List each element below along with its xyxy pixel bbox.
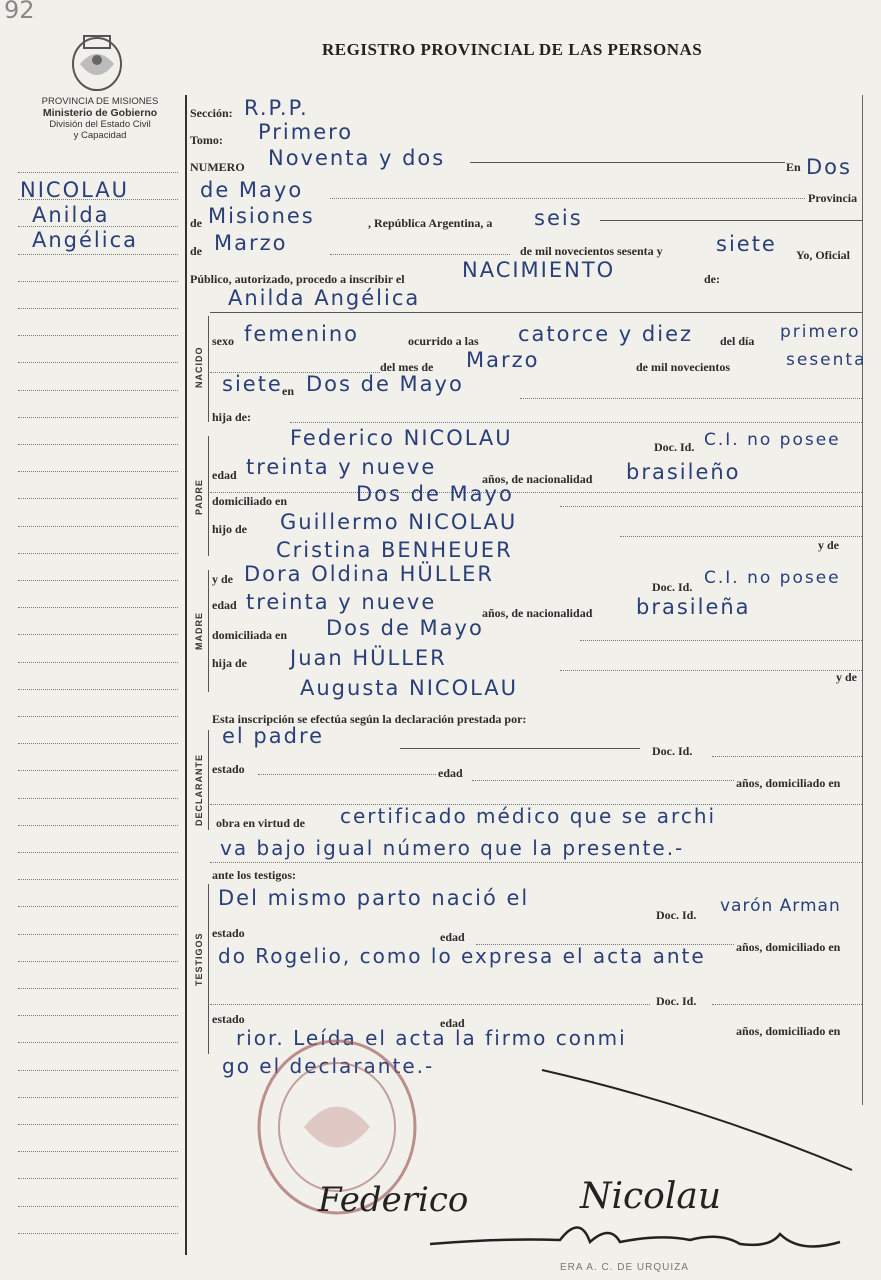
padre-nac-label: años, de nacionalidad bbox=[482, 472, 593, 486]
padre-nac-value: brasileño bbox=[626, 460, 741, 484]
publico-label: Público, autorizado, procedo a inscribir el bbox=[190, 272, 405, 286]
padre-side-label: PADRE bbox=[194, 479, 204, 515]
coat-of-arms-icon bbox=[68, 28, 126, 94]
madre-yde2-label: y de bbox=[836, 670, 857, 684]
testigos-side-label: TESTIGOS bbox=[194, 932, 204, 986]
mes-label: del mes de bbox=[380, 360, 434, 374]
padre-dom-label: domiciliado en bbox=[212, 494, 288, 508]
division-label: División del Estado Civil bbox=[49, 119, 151, 130]
declarante-intro: Esta inscripción se efectúa según la declaración prestada por: bbox=[212, 712, 527, 726]
padre-yde-label: y de bbox=[818, 538, 839, 552]
margin-rule bbox=[18, 607, 178, 608]
margin-rule bbox=[18, 1178, 178, 1179]
madre-dom-value: Dos de Mayo bbox=[326, 616, 484, 640]
margin-rule bbox=[18, 798, 178, 799]
margin-rule bbox=[18, 1097, 178, 1098]
madre-dom-label: domiciliada en bbox=[212, 628, 288, 642]
acto-value: NACIMIENTO bbox=[462, 258, 616, 282]
margin-rule bbox=[18, 362, 178, 363]
margin-rule bbox=[18, 1042, 178, 1043]
year-text-label: de mil novecientos sesenta y bbox=[520, 244, 663, 258]
declarante-who: el padre bbox=[222, 724, 325, 748]
margin-rule bbox=[18, 988, 178, 989]
sexo-label: sexo bbox=[212, 334, 234, 348]
signature-federico: Federico bbox=[318, 1180, 469, 1220]
margin-rule bbox=[18, 770, 178, 771]
margin-name-surname: NICOLAU bbox=[20, 178, 130, 202]
testigo-line3: rior. Leída el acta la firmo conmi bbox=[236, 1026, 627, 1050]
madre-doc-label: Doc. Id. bbox=[652, 580, 693, 594]
testigo-anios-label: años, domiciliado en bbox=[736, 940, 841, 954]
margin-rule bbox=[18, 335, 178, 336]
madre-yde-label: y de bbox=[212, 572, 233, 586]
column-divider bbox=[185, 95, 187, 1255]
margin-rule bbox=[18, 743, 178, 744]
dia-label: del día bbox=[720, 334, 755, 348]
testigo-doc-label: Doc. Id. bbox=[656, 908, 697, 922]
madre-doc-value: C.I. no posee bbox=[704, 568, 841, 588]
margin-rule bbox=[18, 199, 178, 200]
seccion-label: Sección: bbox=[190, 106, 233, 120]
ministry-label: Ministerio de Gobierno bbox=[42, 107, 158, 119]
margin-rule bbox=[18, 1233, 178, 1234]
padre-dom-value: Dos de Mayo bbox=[356, 482, 514, 506]
testigo-line2: do Rogelio, como lo expresa el acta ante bbox=[218, 944, 706, 968]
signature-nicolau: Nicolau bbox=[580, 1176, 722, 1217]
margin-rule bbox=[18, 1206, 178, 1207]
obra-line1: certificado médico que se archi bbox=[340, 804, 717, 828]
footer-text: ERA A. C. DE URQUIZA bbox=[560, 1262, 689, 1273]
mes-value: Marzo bbox=[466, 348, 540, 372]
seccion-value: R.P.P. bbox=[244, 96, 309, 120]
numero-value: Noventa y dos bbox=[268, 146, 446, 170]
margin-rule bbox=[18, 906, 178, 907]
padre-edad-value: treinta y nueve bbox=[246, 455, 437, 479]
padre-name: Federico NICOLAU bbox=[290, 426, 513, 450]
testigo-edad-label-2: edad bbox=[440, 1016, 465, 1030]
margin-rule bbox=[18, 934, 178, 935]
testigo-anios-label-2: años, domiciliado en bbox=[736, 1024, 841, 1038]
declarante-edad-label: edad bbox=[438, 766, 463, 780]
declarante-side-label: DECLARANTE bbox=[194, 754, 204, 826]
lugar-value: Dos de Mayo bbox=[306, 372, 464, 396]
testigo-estado-label-2: estado bbox=[212, 1012, 245, 1026]
tomo-label: Tomo: bbox=[190, 133, 223, 147]
numero-label: NUMERO bbox=[190, 160, 245, 174]
sexo-value: femenino bbox=[244, 322, 359, 346]
madre-edad-label: edad bbox=[212, 598, 237, 612]
hija-label: hija de: bbox=[212, 410, 251, 424]
obra-line2: va bajo igual número que la presente.- bbox=[220, 836, 685, 860]
margin-rule bbox=[18, 308, 178, 309]
de-label-2: de bbox=[190, 244, 202, 258]
padre-doc-label: Doc. Id. bbox=[654, 440, 695, 454]
anio-value: sesenta bbox=[786, 350, 867, 370]
dia-value: primero bbox=[780, 322, 861, 342]
page-number: 92 bbox=[4, 0, 35, 24]
testigo-edad-label: edad bbox=[440, 930, 465, 944]
madre-madre-de: Augusta NICOLAU bbox=[300, 676, 519, 700]
testigo-doc-label-2: Doc. Id. bbox=[656, 994, 697, 1008]
year-value: siete bbox=[716, 232, 777, 256]
margin-rule bbox=[18, 444, 178, 445]
margin-rule bbox=[18, 580, 178, 581]
margin-rule bbox=[18, 172, 178, 173]
testigo-line4: go el declarante.- bbox=[222, 1054, 435, 1078]
madre-name: Dora Oldina HÜLLER bbox=[244, 562, 494, 586]
en-value: Dos bbox=[806, 155, 852, 179]
margin-rule bbox=[18, 716, 178, 717]
margin-rule bbox=[18, 471, 178, 472]
margin-rule bbox=[18, 526, 178, 527]
testigos-ante-label: ante los testigos: bbox=[212, 868, 296, 882]
ocurrido-label: ocurrido a las bbox=[408, 334, 479, 348]
place-value: de Mayo bbox=[200, 178, 304, 202]
republica-label: , República Argentina, a bbox=[368, 216, 493, 230]
madre-hija-label: hija de bbox=[212, 656, 248, 670]
margin-rule bbox=[18, 852, 178, 853]
declarante-anios-label: años, domiciliado en bbox=[736, 776, 841, 790]
margin-rule bbox=[18, 1124, 178, 1125]
margin-rule bbox=[18, 254, 178, 255]
madre-nac-label: años, de nacionalidad bbox=[482, 606, 593, 620]
margin-rule bbox=[18, 553, 178, 554]
margin-rule bbox=[18, 390, 178, 391]
nacido-side-label: NACIDO bbox=[194, 346, 204, 388]
provincia-label: Provincia bbox=[808, 191, 858, 205]
padre-edad-label: edad bbox=[212, 468, 237, 482]
margin-rule bbox=[18, 1151, 178, 1152]
tomo-value: Primero bbox=[258, 120, 354, 144]
de-colon-label: de: bbox=[704, 272, 720, 286]
margin-rule bbox=[18, 689, 178, 690]
margin-name-first: Anilda bbox=[32, 203, 110, 227]
province-value: Misiones bbox=[208, 204, 315, 228]
margin-rule bbox=[18, 226, 178, 227]
margin-rule bbox=[18, 662, 178, 663]
de-label: de bbox=[190, 216, 202, 230]
closing-stroke bbox=[540, 1066, 860, 1176]
madre-edad-value: treinta y nueve bbox=[246, 590, 437, 614]
province-label: PROVINCIA DE MISIONES bbox=[41, 96, 159, 107]
margin-rule bbox=[18, 825, 178, 826]
margin-name-second: Angélica bbox=[32, 228, 139, 252]
oficial-label: Yo, Oficial bbox=[796, 248, 850, 262]
testigo-line1b: varón Arman bbox=[720, 896, 841, 916]
margin-rule bbox=[18, 879, 178, 880]
testigo-line1: Del mismo parto nació el bbox=[218, 886, 530, 910]
month-value: Marzo bbox=[214, 231, 288, 255]
margin-rule bbox=[18, 498, 178, 499]
nacido-en-label: en bbox=[282, 384, 294, 398]
padre-padre-de: Guillermo NICOLAU bbox=[280, 510, 518, 534]
margin-rule bbox=[18, 281, 178, 282]
hora-value: catorce y diez bbox=[518, 322, 694, 346]
margin-rule bbox=[18, 417, 178, 418]
padre-hijo-label: hijo de bbox=[212, 522, 248, 536]
anio-label: de mil novecientos bbox=[636, 360, 730, 374]
madre-nac-value: brasileña bbox=[636, 595, 751, 619]
madre-padre-de: Juan HÜLLER bbox=[290, 646, 447, 670]
margin-rule bbox=[18, 1070, 178, 1071]
padre-madre-de: Cristina BENHEUER bbox=[276, 538, 513, 562]
testigo-estado-label: estado bbox=[212, 926, 245, 940]
margin-rule bbox=[18, 1015, 178, 1016]
day-value: seis bbox=[534, 206, 583, 230]
page-title: REGISTRO PROVINCIAL DE LAS PERSONAS bbox=[322, 40, 703, 59]
declarante-estado-label: estado bbox=[212, 762, 245, 776]
padre-doc-value: C.I. no posee bbox=[704, 430, 841, 450]
margin-rule bbox=[18, 634, 178, 635]
margin-rule bbox=[18, 961, 178, 962]
obra-label: obra en virtud de bbox=[216, 816, 306, 830]
madre-side-label: MADRE bbox=[194, 612, 204, 650]
declarante-doc-label: Doc. Id. bbox=[652, 744, 693, 758]
en-label: En bbox=[786, 160, 801, 174]
capacity-label: y Capacidad bbox=[73, 130, 127, 141]
nacido-name: Anilda Angélica bbox=[228, 286, 421, 310]
anio2-value: siete bbox=[222, 372, 283, 396]
right-border bbox=[862, 95, 863, 1105]
signature-scribble bbox=[420, 1204, 860, 1264]
